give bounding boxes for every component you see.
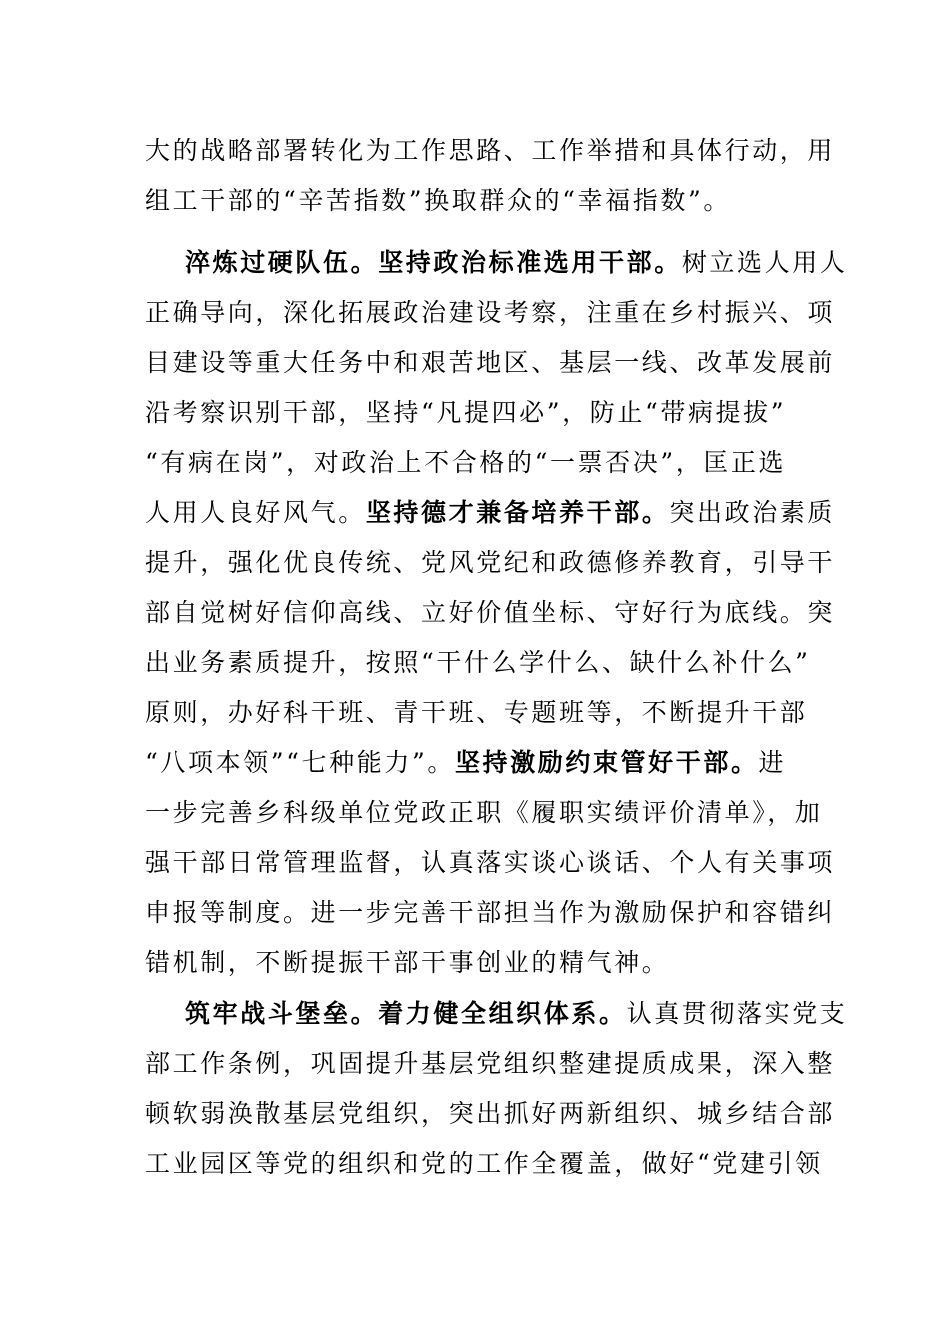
body-text: 申报等制度。进一步完善干部担当作为激励保护和容错纠 [145, 898, 836, 927]
body-text: 错机制，不断提振干部干事创业的精气神。 [145, 948, 670, 977]
body-text: 部自觉树好信仰高线、立好价值坐标、守好行为底线。突 [145, 598, 836, 627]
text-line [145, 488, 836, 538]
body-text: “有病在岗”，对政治上不合格的“一票否决”，匡正选 [145, 448, 787, 477]
text-line [145, 638, 815, 688]
body-text: 沿考察识别干部，坚持“凡提四必”，防止“带病提拔” [145, 398, 787, 427]
body-text: 出业务素质提升，按照“干什么学什么、缺什么补什么” [145, 648, 811, 677]
paragraph-3 [145, 989, 848, 1189]
text-line [145, 388, 815, 438]
body-text: 人用人良好风气。 [145, 498, 366, 527]
bold-heading-text: 淬炼过硬队伍。坚持政治标准选用干部。 [185, 248, 682, 277]
text-line [145, 538, 836, 588]
body-text: 进 [758, 748, 787, 777]
text-line [145, 838, 836, 888]
body-text: 认真贯彻落实党支 [626, 999, 848, 1028]
text-line [145, 888, 836, 938]
body-text: 原则，办好科干班、青干班、专题班等，不断提升干部 [145, 698, 808, 727]
text-line [145, 1139, 823, 1189]
body-text: “八项本领”“七种能力”。 [145, 748, 455, 777]
body-text: 部工作条例，巩固提升基层党组织整建提质成果，深入整 [145, 1049, 836, 1078]
body-text: 正确导向，深化拓展政治建设考察，注重在乡村振兴、项 [145, 298, 836, 327]
text-line [145, 688, 815, 738]
body-text: 树立选人用人 [681, 248, 848, 277]
body-text: 突出政治素质 [669, 498, 836, 527]
text-line [145, 989, 848, 1039]
body-text: 大的战略部署转化为工作思路、工作举措和具体行动，用 [145, 136, 836, 165]
text-line [145, 126, 836, 176]
bold-heading-text: 坚持德才兼备培养干部。 [365, 498, 670, 527]
text-line [145, 438, 815, 488]
text-line [145, 788, 823, 838]
text-line [145, 1089, 836, 1139]
body-text: 强干部日常管理监督，认真落实谈心谈话、个人有关事项 [145, 848, 836, 877]
paragraph-1 [145, 126, 836, 226]
bold-heading-text: 坚持激励约束管好干部。 [454, 748, 759, 777]
text-line [145, 288, 836, 338]
body-text: 工业园区等党的组织和党的工作全覆盖，做好“党建引领 [145, 1149, 823, 1178]
text-line [145, 238, 848, 288]
text-line [145, 176, 815, 226]
body-text: 组工干部的“辛苦指数”换取群众的“幸福指数”。 [145, 186, 731, 215]
body-text: 提升，强化优良传统、党风党纪和政德修养教育，引导干 [145, 548, 836, 577]
text-line [145, 1039, 836, 1089]
text-line [145, 938, 815, 988]
body-text: 一步完善乡科级单位党政正职《履职实绩评价清单》，加 [145, 798, 823, 827]
text-line [145, 738, 815, 788]
bold-heading-text: 筑牢战斗堡垒。着力健全组织体系。 [185, 999, 627, 1028]
text-line [145, 588, 836, 638]
body-text: 顿软弱涣散基层党组织，突出抓好两新组织、城乡结合部 [145, 1099, 836, 1128]
text-line [145, 338, 836, 388]
body-text: 目建设等重大任务中和艰苦地区、基层一线、改革发展前 [145, 348, 836, 377]
paragraph-2 [145, 238, 848, 988]
